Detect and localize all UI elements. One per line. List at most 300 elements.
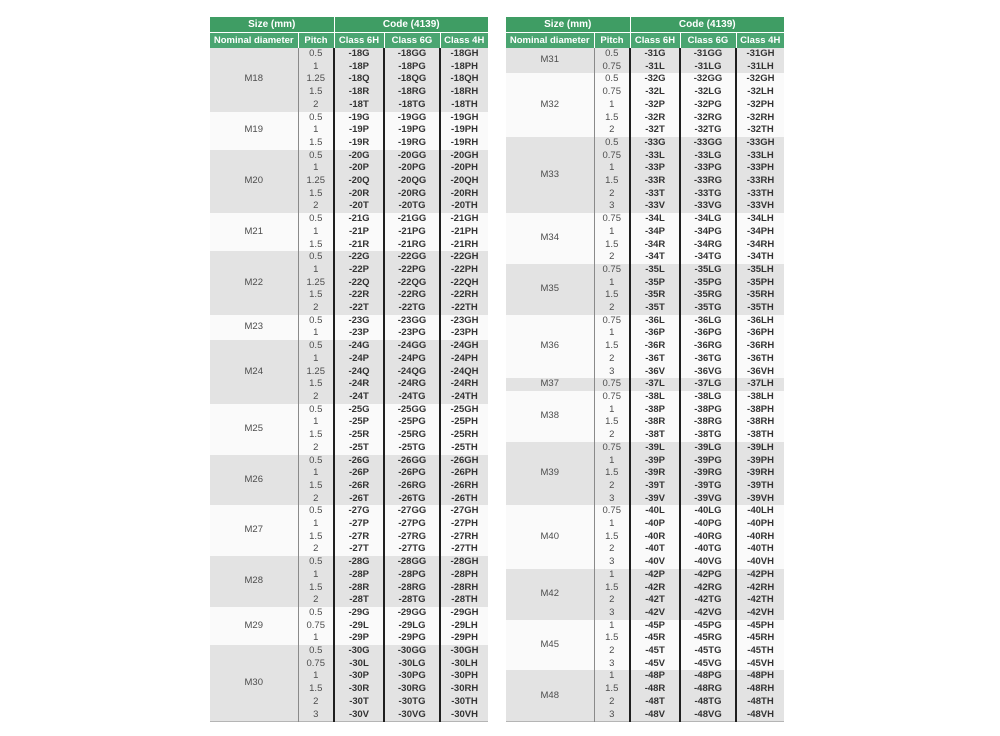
code-class-6g-cell: -18PG — [384, 61, 440, 74]
code-class-6h-cell: -45V — [630, 658, 680, 671]
code-class-6h-cell: -33V — [630, 200, 680, 213]
code-class-4h-cell: -25TH — [440, 442, 488, 455]
code-class-6h-cell: -36V — [630, 366, 680, 379]
code-class-6h-cell: -28P — [334, 569, 384, 582]
table-body — [210, 48, 488, 722]
code-class-4h-cell: -35LH — [736, 264, 784, 277]
column-header-pitch: Pitch — [594, 33, 630, 49]
code-class-6g-cell: -33PG — [680, 162, 736, 175]
code-class-6h-cell: -18Q — [334, 73, 384, 86]
code-class-6h-cell: -48T — [630, 696, 680, 709]
table-row — [506, 264, 784, 277]
code-class-6h-cell: -33P — [630, 162, 680, 175]
code-class-6h-cell: -30P — [334, 670, 384, 683]
pitch-cell: 0.5 — [298, 315, 334, 328]
table-row — [506, 505, 784, 518]
code-class-6g-cell: -39RG — [680, 467, 736, 480]
pitch-cell: 1.5 — [594, 416, 630, 429]
nominal-diameter-cell: M37 — [506, 378, 594, 391]
code-class-6g-cell: -40VG — [680, 556, 736, 569]
code-class-4h-cell: -26TH — [440, 493, 488, 506]
code-class-4h-cell: -21GH — [440, 213, 488, 226]
code-class-4h-cell: -36PH — [736, 327, 784, 340]
code-class-6h-cell: -28G — [334, 556, 384, 569]
pitch-cell: 1.5 — [594, 531, 630, 544]
code-class-6h-cell: -39V — [630, 493, 680, 506]
nominal-diameter-cell: M20 — [210, 150, 298, 214]
code-class-6h-cell: -19P — [334, 124, 384, 137]
code-class-4h-cell: -32GH — [736, 73, 784, 86]
thread-code-table-right — [506, 17, 784, 722]
code-class-4h-cell: -35TH — [736, 302, 784, 315]
code-class-6h-cell: -30T — [334, 696, 384, 709]
code-class-6h-cell: -33L — [630, 150, 680, 163]
column-header-class-6g: Class 6G — [680, 33, 736, 49]
code-class-6g-cell: -28RG — [384, 582, 440, 595]
code-class-4h-cell: -22GH — [440, 251, 488, 264]
pitch-cell: 1 — [594, 620, 630, 633]
nominal-diameter-cell: M32 — [506, 73, 594, 137]
code-class-4h-cell: -28TH — [440, 594, 488, 607]
pitch-cell: 1 — [594, 99, 630, 112]
code-class-6h-cell: -20T — [334, 200, 384, 213]
code-class-4h-cell: -36LH — [736, 315, 784, 328]
code-class-4h-cell: -20QH — [440, 175, 488, 188]
code-class-4h-cell: -37LH — [736, 378, 784, 391]
code-class-6g-cell: -33RG — [680, 175, 736, 188]
code-class-4h-cell: -34RH — [736, 239, 784, 252]
code-class-6g-cell: -45RG — [680, 632, 736, 645]
code-class-6g-cell: -27PG — [384, 518, 440, 531]
pitch-cell: 0.75 — [594, 442, 630, 455]
pitch-cell: 2 — [298, 391, 334, 404]
code-class-6h-cell: -48V — [630, 709, 680, 722]
code-class-6h-cell: -30R — [334, 683, 384, 696]
code-class-6h-cell: -42P — [630, 569, 680, 582]
code-class-6g-cell: -23PG — [384, 327, 440, 340]
code-class-4h-cell: -31GH — [736, 48, 784, 61]
pitch-cell: 1.5 — [594, 632, 630, 645]
pitch-cell: 0.75 — [594, 86, 630, 99]
code-class-6h-cell: -31G — [630, 48, 680, 61]
code-class-4h-cell: -32RH — [736, 112, 784, 125]
pitch-cell: 1.5 — [594, 683, 630, 696]
nominal-diameter-cell: M33 — [506, 137, 594, 213]
code-class-6g-cell: -32TG — [680, 124, 736, 137]
code-class-6h-cell: -25T — [334, 442, 384, 455]
code-class-6g-cell: -42VG — [680, 607, 736, 620]
pitch-cell: 0.5 — [298, 340, 334, 353]
pitch-cell: 1.5 — [298, 86, 334, 99]
code-class-6g-cell: -30TG — [384, 696, 440, 709]
pitch-cell: 2 — [594, 124, 630, 137]
pitch-cell: 1.5 — [298, 683, 334, 696]
nominal-diameter-cell: M21 — [210, 213, 298, 251]
nominal-diameter-cell: M28 — [210, 556, 298, 607]
pitch-cell: 1.5 — [594, 340, 630, 353]
table-row — [506, 442, 784, 455]
code-class-6h-cell: -48R — [630, 683, 680, 696]
code-class-4h-cell: -28PH — [440, 569, 488, 582]
code-class-6h-cell: -18T — [334, 99, 384, 112]
code-class-4h-cell: -22RH — [440, 289, 488, 302]
code-class-6h-cell: -26R — [334, 480, 384, 493]
pitch-cell: 1 — [298, 518, 334, 531]
code-class-6h-cell: -27P — [334, 518, 384, 531]
code-class-4h-cell: -45VH — [736, 658, 784, 671]
nominal-diameter-cell: M35 — [506, 264, 594, 315]
code-class-4h-cell: -34TH — [736, 251, 784, 264]
table-row — [506, 137, 784, 150]
code-class-4h-cell: -25PH — [440, 416, 488, 429]
code-class-6h-cell: -22G — [334, 251, 384, 264]
code-class-4h-cell: -23GH — [440, 315, 488, 328]
code-class-4h-cell: -38LH — [736, 391, 784, 404]
code-class-4h-cell: -27TH — [440, 543, 488, 556]
nominal-diameter-cell: M31 — [506, 48, 594, 73]
code-class-6g-cell: -37LG — [680, 378, 736, 391]
pitch-cell: 0.5 — [298, 404, 334, 417]
pitch-cell: 0.5 — [298, 251, 334, 264]
nominal-diameter-cell: M22 — [210, 251, 298, 315]
code-class-6h-cell: -33T — [630, 188, 680, 201]
code-class-6g-cell: -19RG — [384, 137, 440, 150]
code-class-6g-cell: -24QG — [384, 366, 440, 379]
code-class-6h-cell: -25G — [334, 404, 384, 417]
code-class-6h-cell: -42T — [630, 594, 680, 607]
code-class-6g-cell: -30LG — [384, 658, 440, 671]
code-class-4h-cell: -33PH — [736, 162, 784, 175]
code-class-4h-cell: -34LH — [736, 213, 784, 226]
code-class-4h-cell: -30VH — [440, 709, 488, 722]
code-class-6g-cell: -33TG — [680, 188, 736, 201]
code-class-6h-cell: -34P — [630, 226, 680, 239]
pitch-cell: 2 — [298, 442, 334, 455]
code-class-6g-cell: -38TG — [680, 429, 736, 442]
table-row — [210, 607, 488, 620]
code-class-6h-cell: -26P — [334, 467, 384, 480]
pitch-cell: 2 — [594, 543, 630, 556]
pitch-cell: 1 — [594, 670, 630, 683]
code-class-6h-cell: -20Q — [334, 175, 384, 188]
code-class-6g-cell: -25RG — [384, 429, 440, 442]
code-class-4h-cell: -35PH — [736, 277, 784, 290]
code-class-4h-cell: -24RH — [440, 378, 488, 391]
code-class-6g-cell: -42PG — [680, 569, 736, 582]
column-header-pitch: Pitch — [298, 33, 334, 49]
code-class-6h-cell: -25R — [334, 429, 384, 442]
code-class-6h-cell: -23P — [334, 327, 384, 340]
code-class-6h-cell: -18G — [334, 48, 384, 61]
code-class-6h-cell: -24T — [334, 391, 384, 404]
pitch-cell: 3 — [594, 366, 630, 379]
pitch-cell: 1 — [594, 162, 630, 175]
size-group-header: Size (mm) — [506, 17, 630, 33]
column-header-class-6g: Class 6G — [384, 33, 440, 49]
nominal-diameter-cell: M25 — [210, 404, 298, 455]
pitch-cell: 0.5 — [298, 505, 334, 518]
code-class-4h-cell: -48RH — [736, 683, 784, 696]
code-class-6h-cell: -20R — [334, 188, 384, 201]
code-class-4h-cell: -25RH — [440, 429, 488, 442]
pitch-cell: 1 — [594, 327, 630, 340]
code-class-6h-cell: -40P — [630, 518, 680, 531]
code-class-6h-cell: -27G — [334, 505, 384, 518]
code-class-6g-cell: -29GG — [384, 607, 440, 620]
pitch-cell: 1 — [298, 124, 334, 137]
code-class-6g-cell: -39PG — [680, 455, 736, 468]
code-class-4h-cell: -38RH — [736, 416, 784, 429]
code-class-6g-cell: -18TG — [384, 99, 440, 112]
column-header-class-6h: Class 6H — [630, 33, 680, 49]
code-class-6g-cell: -38RG — [680, 416, 736, 429]
code-class-6g-cell: -35LG — [680, 264, 736, 277]
pitch-cell: 0.5 — [298, 213, 334, 226]
code-class-6g-cell: -30VG — [384, 709, 440, 722]
pitch-cell: 2 — [298, 302, 334, 315]
pitch-cell: 1.5 — [298, 480, 334, 493]
table-row — [506, 569, 784, 582]
code-class-6g-cell: -27GG — [384, 505, 440, 518]
code-class-4h-cell: -32LH — [736, 86, 784, 99]
code-class-4h-cell: -19RH — [440, 137, 488, 150]
code-class-6g-cell: -45PG — [680, 620, 736, 633]
pitch-cell: 2 — [594, 353, 630, 366]
pitch-cell: 0.75 — [594, 378, 630, 391]
code-class-6h-cell: -42V — [630, 607, 680, 620]
nominal-diameter-cell: M24 — [210, 340, 298, 404]
pitch-cell: 1.5 — [298, 239, 334, 252]
pitch-cell: 1.25 — [298, 277, 334, 290]
code-class-4h-cell: -21RH — [440, 239, 488, 252]
code-class-4h-cell: -36RH — [736, 340, 784, 353]
code-class-6g-cell: -27RG — [384, 531, 440, 544]
code-class-6g-cell: -35RG — [680, 289, 736, 302]
code-class-6h-cell: -40L — [630, 505, 680, 518]
pitch-cell: 1.5 — [298, 582, 334, 595]
pitch-cell: 0.5 — [298, 607, 334, 620]
code-group-header: Code (4139) — [630, 17, 784, 33]
code-class-4h-cell: -33TH — [736, 188, 784, 201]
nominal-diameter-cell: M23 — [210, 315, 298, 340]
code-class-6h-cell: -23G — [334, 315, 384, 328]
code-class-4h-cell: -45TH — [736, 645, 784, 658]
pitch-cell: 0.5 — [594, 48, 630, 61]
code-class-6g-cell: -26RG — [384, 480, 440, 493]
code-class-4h-cell: -30PH — [440, 670, 488, 683]
code-class-6g-cell: -35PG — [680, 277, 736, 290]
table-row — [210, 48, 488, 61]
table-row — [210, 315, 488, 328]
code-class-4h-cell: -40PH — [736, 518, 784, 531]
pitch-cell: 1.5 — [298, 531, 334, 544]
code-class-4h-cell: -39LH — [736, 442, 784, 455]
pitch-cell: 0.75 — [298, 620, 334, 633]
code-class-4h-cell: -30GH — [440, 645, 488, 658]
code-class-6g-cell: -30PG — [384, 670, 440, 683]
code-class-6g-cell: -27TG — [384, 543, 440, 556]
code-class-6g-cell: -29LG — [384, 620, 440, 633]
code-class-4h-cell: -31LH — [736, 61, 784, 74]
table-row — [210, 404, 488, 417]
code-class-6g-cell: -18RG — [384, 86, 440, 99]
code-class-4h-cell: -45RH — [736, 632, 784, 645]
pitch-cell: 0.75 — [594, 315, 630, 328]
pitch-cell: 0.5 — [594, 137, 630, 150]
code-class-6h-cell: -35P — [630, 277, 680, 290]
nominal-diameter-cell: M18 — [210, 48, 298, 112]
table-row — [506, 213, 784, 226]
code-class-4h-cell: -33GH — [736, 137, 784, 150]
thread-code-table-left — [210, 17, 488, 722]
code-class-6h-cell: -25P — [334, 416, 384, 429]
code-class-4h-cell: -21PH — [440, 226, 488, 239]
code-class-6g-cell: -24GG — [384, 340, 440, 353]
code-class-6g-cell: -29PG — [384, 632, 440, 645]
code-class-6g-cell: -32RG — [680, 112, 736, 125]
code-class-6h-cell: -32G — [630, 73, 680, 86]
column-header-nominal-diameter: Nominal diameter — [506, 33, 594, 49]
pitch-cell: 2 — [594, 251, 630, 264]
code-class-6g-cell: -39VG — [680, 493, 736, 506]
code-class-6h-cell: -33G — [630, 137, 680, 150]
table-row — [210, 251, 488, 264]
pitch-cell: 0.75 — [298, 658, 334, 671]
pitch-cell: 3 — [594, 709, 630, 722]
code-class-6g-cell: -38LG — [680, 391, 736, 404]
code-class-6g-cell: -40RG — [680, 531, 736, 544]
code-class-4h-cell: -45PH — [736, 620, 784, 633]
code-class-6g-cell: -36VG — [680, 366, 736, 379]
code-class-6h-cell: -36T — [630, 353, 680, 366]
code-class-6g-cell: -22GG — [384, 251, 440, 264]
pitch-cell: 1 — [298, 61, 334, 74]
code-class-6h-cell: -36R — [630, 340, 680, 353]
code-group-header: Code (4139) — [334, 17, 488, 33]
pitch-cell: 2 — [594, 188, 630, 201]
code-class-6g-cell: -32GG — [680, 73, 736, 86]
code-class-6h-cell: -21R — [334, 239, 384, 252]
code-class-6h-cell: -34L — [630, 213, 680, 226]
table-row — [210, 213, 488, 226]
nominal-diameter-cell: M48 — [506, 670, 594, 721]
code-class-6h-cell: -29G — [334, 607, 384, 620]
code-class-6h-cell: -32R — [630, 112, 680, 125]
nominal-diameter-cell: M39 — [506, 442, 594, 506]
code-class-4h-cell: -39RH — [736, 467, 784, 480]
code-class-6h-cell: -40V — [630, 556, 680, 569]
code-class-6h-cell: -30G — [334, 645, 384, 658]
code-class-6g-cell: -38PG — [680, 404, 736, 417]
code-class-6h-cell: -22P — [334, 264, 384, 277]
code-class-6g-cell: -33LG — [680, 150, 736, 163]
code-class-4h-cell: -24PH — [440, 353, 488, 366]
code-class-4h-cell: -30RH — [440, 683, 488, 696]
code-class-6g-cell: -19PG — [384, 124, 440, 137]
code-class-6g-cell: -45TG — [680, 645, 736, 658]
nominal-diameter-cell: M40 — [506, 505, 594, 569]
code-class-6h-cell: -28R — [334, 582, 384, 595]
code-class-6g-cell: -36LG — [680, 315, 736, 328]
code-class-6h-cell: -21G — [334, 213, 384, 226]
table-row — [210, 505, 488, 518]
code-class-6h-cell: -38L — [630, 391, 680, 404]
pitch-cell: 0.75 — [594, 264, 630, 277]
code-class-6h-cell: -39P — [630, 455, 680, 468]
code-class-4h-cell: -27PH — [440, 518, 488, 531]
code-class-6h-cell: -40R — [630, 531, 680, 544]
code-class-6h-cell: -32T — [630, 124, 680, 137]
table-row — [210, 455, 488, 468]
code-class-4h-cell: -32TH — [736, 124, 784, 137]
pitch-cell: 1 — [594, 518, 630, 531]
code-class-6h-cell: -26T — [334, 493, 384, 506]
pitch-cell: 0.75 — [594, 391, 630, 404]
code-class-6g-cell: -22QG — [384, 277, 440, 290]
code-class-6g-cell: -31LG — [680, 61, 736, 74]
code-class-6g-cell: -24PG — [384, 353, 440, 366]
pitch-cell: 1 — [298, 226, 334, 239]
code-class-4h-cell: -22PH — [440, 264, 488, 277]
pitch-cell: 2 — [298, 493, 334, 506]
nominal-diameter-cell: M29 — [210, 607, 298, 645]
code-class-6g-cell: -25GG — [384, 404, 440, 417]
code-class-6h-cell: -45R — [630, 632, 680, 645]
code-class-6g-cell: -20RG — [384, 188, 440, 201]
code-class-4h-cell: -18PH — [440, 61, 488, 74]
table-row — [210, 112, 488, 125]
pitch-cell: 0.5 — [298, 48, 334, 61]
pitch-cell: 1 — [594, 569, 630, 582]
code-class-6g-cell: -20QG — [384, 175, 440, 188]
code-class-4h-cell: -48VH — [736, 709, 784, 722]
code-class-6h-cell: -24P — [334, 353, 384, 366]
code-class-6g-cell: -32PG — [680, 99, 736, 112]
code-class-4h-cell: -32PH — [736, 99, 784, 112]
pitch-cell: 2 — [594, 429, 630, 442]
code-class-6g-cell: -20GG — [384, 150, 440, 163]
code-class-4h-cell: -40VH — [736, 556, 784, 569]
code-class-6g-cell: -28TG — [384, 594, 440, 607]
pitch-cell: 1.5 — [298, 289, 334, 302]
code-class-6h-cell: -33R — [630, 175, 680, 188]
code-class-6h-cell: -36L — [630, 315, 680, 328]
header-group-row — [210, 17, 488, 33]
code-class-6h-cell: -24R — [334, 378, 384, 391]
code-class-4h-cell: -40TH — [736, 543, 784, 556]
pitch-cell: 2 — [298, 594, 334, 607]
code-class-6h-cell: -26G — [334, 455, 384, 468]
column-header-class-4h: Class 4H — [440, 33, 488, 49]
pitch-cell: 1.5 — [594, 175, 630, 188]
size-group-header: Size (mm) — [210, 17, 334, 33]
code-class-6g-cell: -20PG — [384, 162, 440, 175]
code-class-4h-cell: -48TH — [736, 696, 784, 709]
code-class-6g-cell: -21GG — [384, 213, 440, 226]
code-class-4h-cell: -18TH — [440, 99, 488, 112]
table-header — [506, 17, 784, 48]
code-class-6g-cell: -48TG — [680, 696, 736, 709]
code-class-4h-cell: -18RH — [440, 86, 488, 99]
code-class-4h-cell: -26RH — [440, 480, 488, 493]
code-class-6g-cell: -20TG — [384, 200, 440, 213]
code-class-4h-cell: -20GH — [440, 150, 488, 163]
code-class-6h-cell: -19R — [334, 137, 384, 150]
table-row — [506, 315, 784, 328]
table-row — [506, 378, 784, 391]
code-class-6g-cell: -33VG — [680, 200, 736, 213]
code-class-4h-cell: -33LH — [736, 150, 784, 163]
